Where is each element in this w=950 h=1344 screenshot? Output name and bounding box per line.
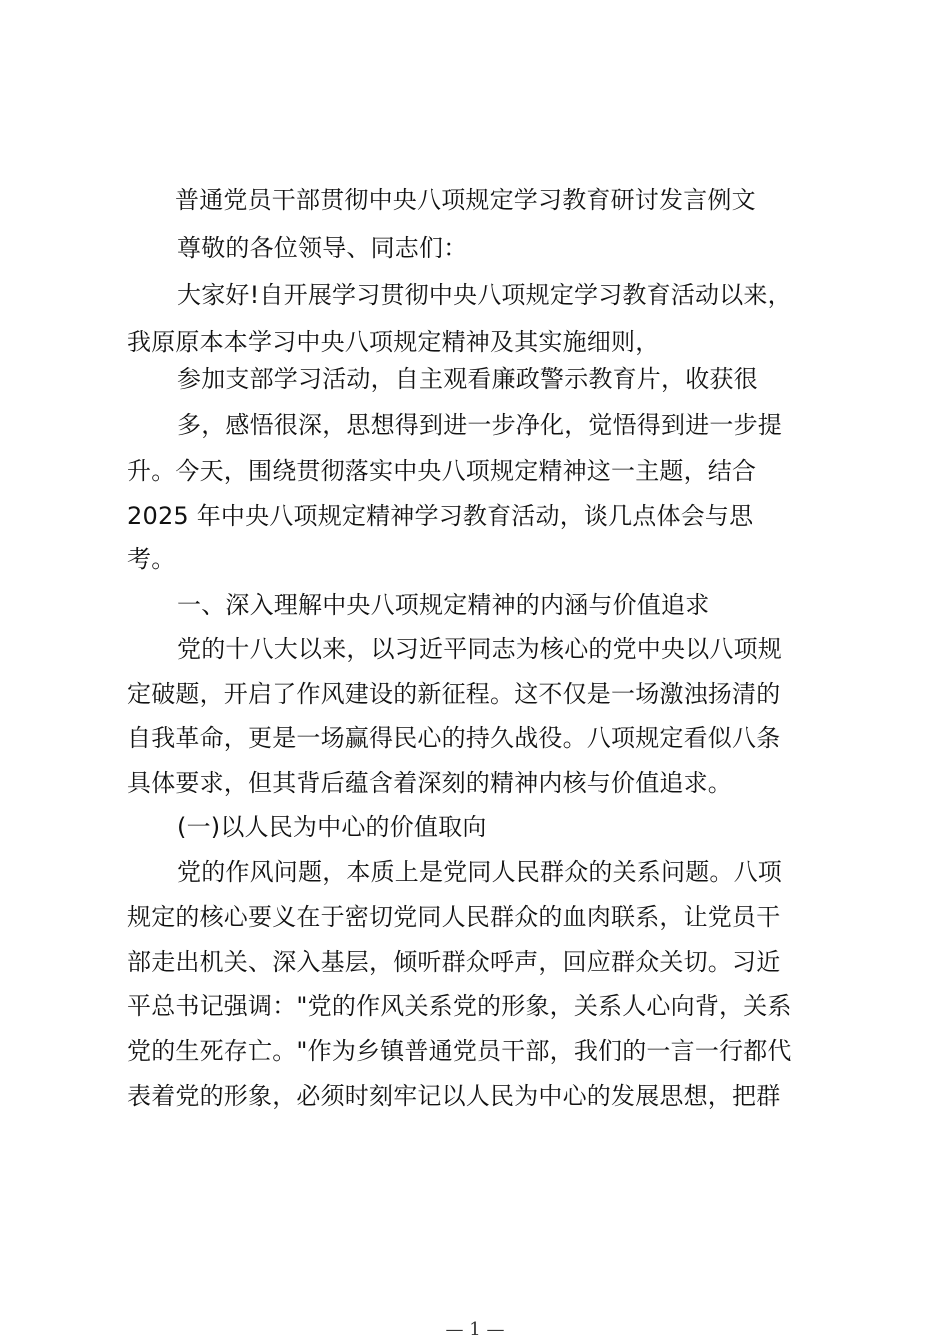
paragraph-line: 定破题，开启了作风建设的新征程。这不仅是一场激浊扬清的 xyxy=(127,680,781,708)
paragraph-line: 表着党的形象，必须时刻牢记以人民为中心的发展思想，把群 xyxy=(127,1082,781,1110)
paragraph-line: 规定的核心要义在于密切党同人民群众的血肉联系，让党员干 xyxy=(127,903,781,931)
page-number: — 1 — xyxy=(445,1319,505,1340)
section-heading: 一、深入理解中央八项规定精神的内涵与价值追求 xyxy=(177,591,710,619)
paragraph-line: 大家好!自开展学习贯彻中央八项规定学习教育活动以来， xyxy=(177,281,792,309)
paragraph-line: 我原原本本学习中央八项规定精神及其实施细则， xyxy=(127,328,660,356)
subsection-heading: (一)以人民为中心的价值取向 xyxy=(177,813,487,841)
paragraph-line: 具体要求，但其背后蕴含着深刻的精神内核与价值追求。 xyxy=(127,769,732,797)
paragraph-line: 多，感悟很深，思想得到进一步净化，觉悟得到进一步提 xyxy=(177,411,782,439)
paragraph-line: 党的作风问题，本质上是党同人民群众的关系问题。八项 xyxy=(177,858,782,886)
paragraph-line: 升。今天，围绕贯彻落实中央八项规定精神这一主题，结合 xyxy=(127,457,757,485)
paragraph-line: 党的生死存亡。"作为乡镇普通党员干部，我们的一言一行都代 xyxy=(127,1037,792,1065)
paragraph-line: 部走出机关、深入基层，倾听群众呼声，回应群众关切。习近 xyxy=(127,948,781,976)
paragraph-line: 参加支部学习活动，自主观看廉政警示教育片，收获很 xyxy=(177,365,758,393)
paragraph-line: 自我革命，更是一场赢得民心的持久战役。八项规定看似八条 xyxy=(127,724,781,752)
paragraph-line: 考。 xyxy=(127,545,176,573)
paragraph-line: 2025 年中央八项规定精神学习教育活动，谈几点体会与思 xyxy=(127,502,754,530)
document-title: 普通党员干部贯彻中央八项规定学习教育研讨发言例文 xyxy=(175,186,756,214)
paragraph-line: 平总书记强调："党的作风关系党的形象，关系人心向背，关系 xyxy=(127,992,792,1020)
paragraph-line: 党的十八大以来，以习近平同志为核心的党中央以八项规 xyxy=(177,635,782,663)
salutation: 尊敬的各位领导、同志们： xyxy=(177,234,468,262)
